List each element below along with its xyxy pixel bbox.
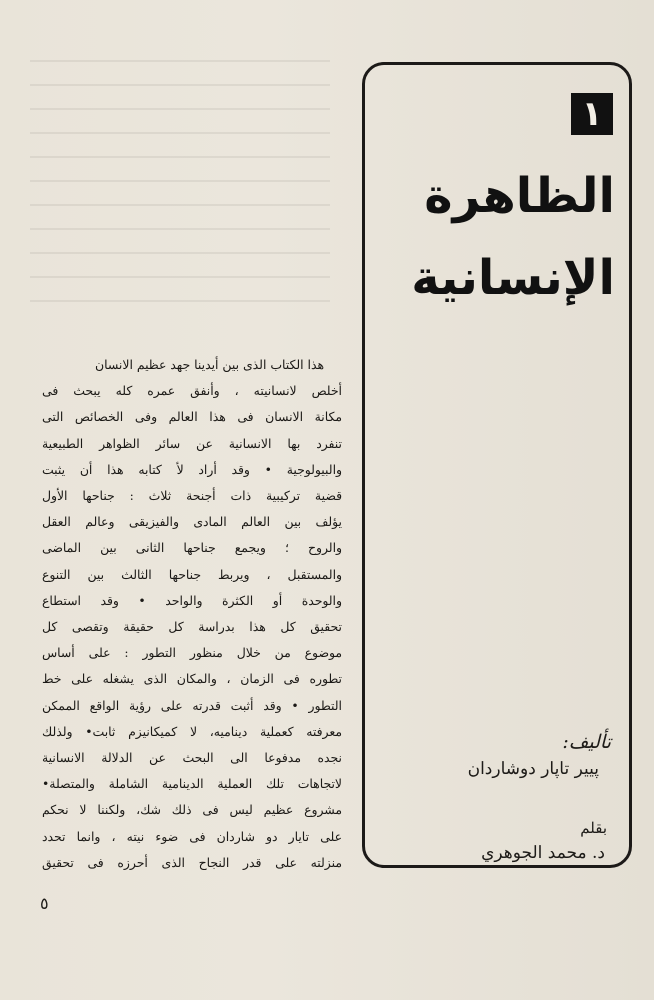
body-line: والمستقبل ، ويربط جناحها الثالث بين التنوع	[42, 566, 342, 582]
body-line: لاتجاهات تلك العملية الدينامية الشاملة والمتصلة•	[42, 776, 342, 792]
body-line: والبيولوجية • وقد أراد لأ كتابه هذا أن يثبت	[42, 461, 342, 477]
translator-label: بقلم	[580, 819, 607, 837]
body-line: تطوره فى الزمان ، والمكان الذى يشغله على خط	[42, 671, 342, 687]
body-line: قضية تركيبية ذات أجنحة ثلاث : جناحها الأول	[42, 488, 342, 504]
body-line: مشروع عظيم ليس فى ذلك شك، ولكننا لا نحكم	[42, 802, 342, 818]
body-line: نجده مدفوعا الى البحث عن الدلالة الانسانية	[42, 750, 342, 766]
chapter-number-box: ١	[571, 93, 613, 135]
body-line: على تايار دو شاردان فى ضوء نيته ، وانما تحدد	[42, 828, 342, 844]
body-line: أخلص لانسانيته ، وأنفق عمره كله يبحث فى	[42, 383, 342, 399]
author-label: تأليف:	[562, 731, 611, 753]
body-line: معرفته كعملية ديناميه، لا كميكانيزم ثابت• ولذلك	[42, 723, 342, 739]
body-line: موضوع من خلال منظور التطور : على أساس	[42, 645, 342, 661]
body-line: التطور • وقد أثبت قدرته على رؤية الواقع الممكن	[42, 697, 342, 713]
chapter-frame	[362, 62, 632, 868]
body-line: والوحدة أو الكثرة والواحد • وقد استطاع	[42, 592, 342, 608]
body-paragraph	[42, 352, 342, 876]
translator-name: د. محمد الجوهري	[481, 843, 605, 863]
body-line: مكانة الانسان فى هذا العالم وفى الخصائص التى	[42, 409, 342, 425]
bleed-through-texture	[30, 60, 330, 320]
body-line: تنفرد بها الانسانية عن سائر الظواهر الطبيعية	[42, 435, 342, 451]
body-line: يؤلف بين العالم المادى والفيزيقى وعالم العقل	[42, 514, 342, 530]
author-name: پيير تاپار دوشاردان	[467, 759, 599, 779]
body-line: تحقيق كل هذا بدراسة كل حقيقة وتقصى كل	[42, 619, 342, 635]
page-number: ٥	[40, 894, 49, 913]
chapter-title: الظاهرة الإنسانية	[411, 168, 615, 306]
body-line: هذا الكتاب الذى بين أيدينا جهد عظيم الانسان	[95, 357, 324, 372]
body-line: منزلته على قدر النجاح الذى أحرزه فى تحقيق	[42, 854, 342, 870]
body-line: والروح ؛ ويجمع جناحها الثانى بين الماضى	[42, 540, 342, 556]
